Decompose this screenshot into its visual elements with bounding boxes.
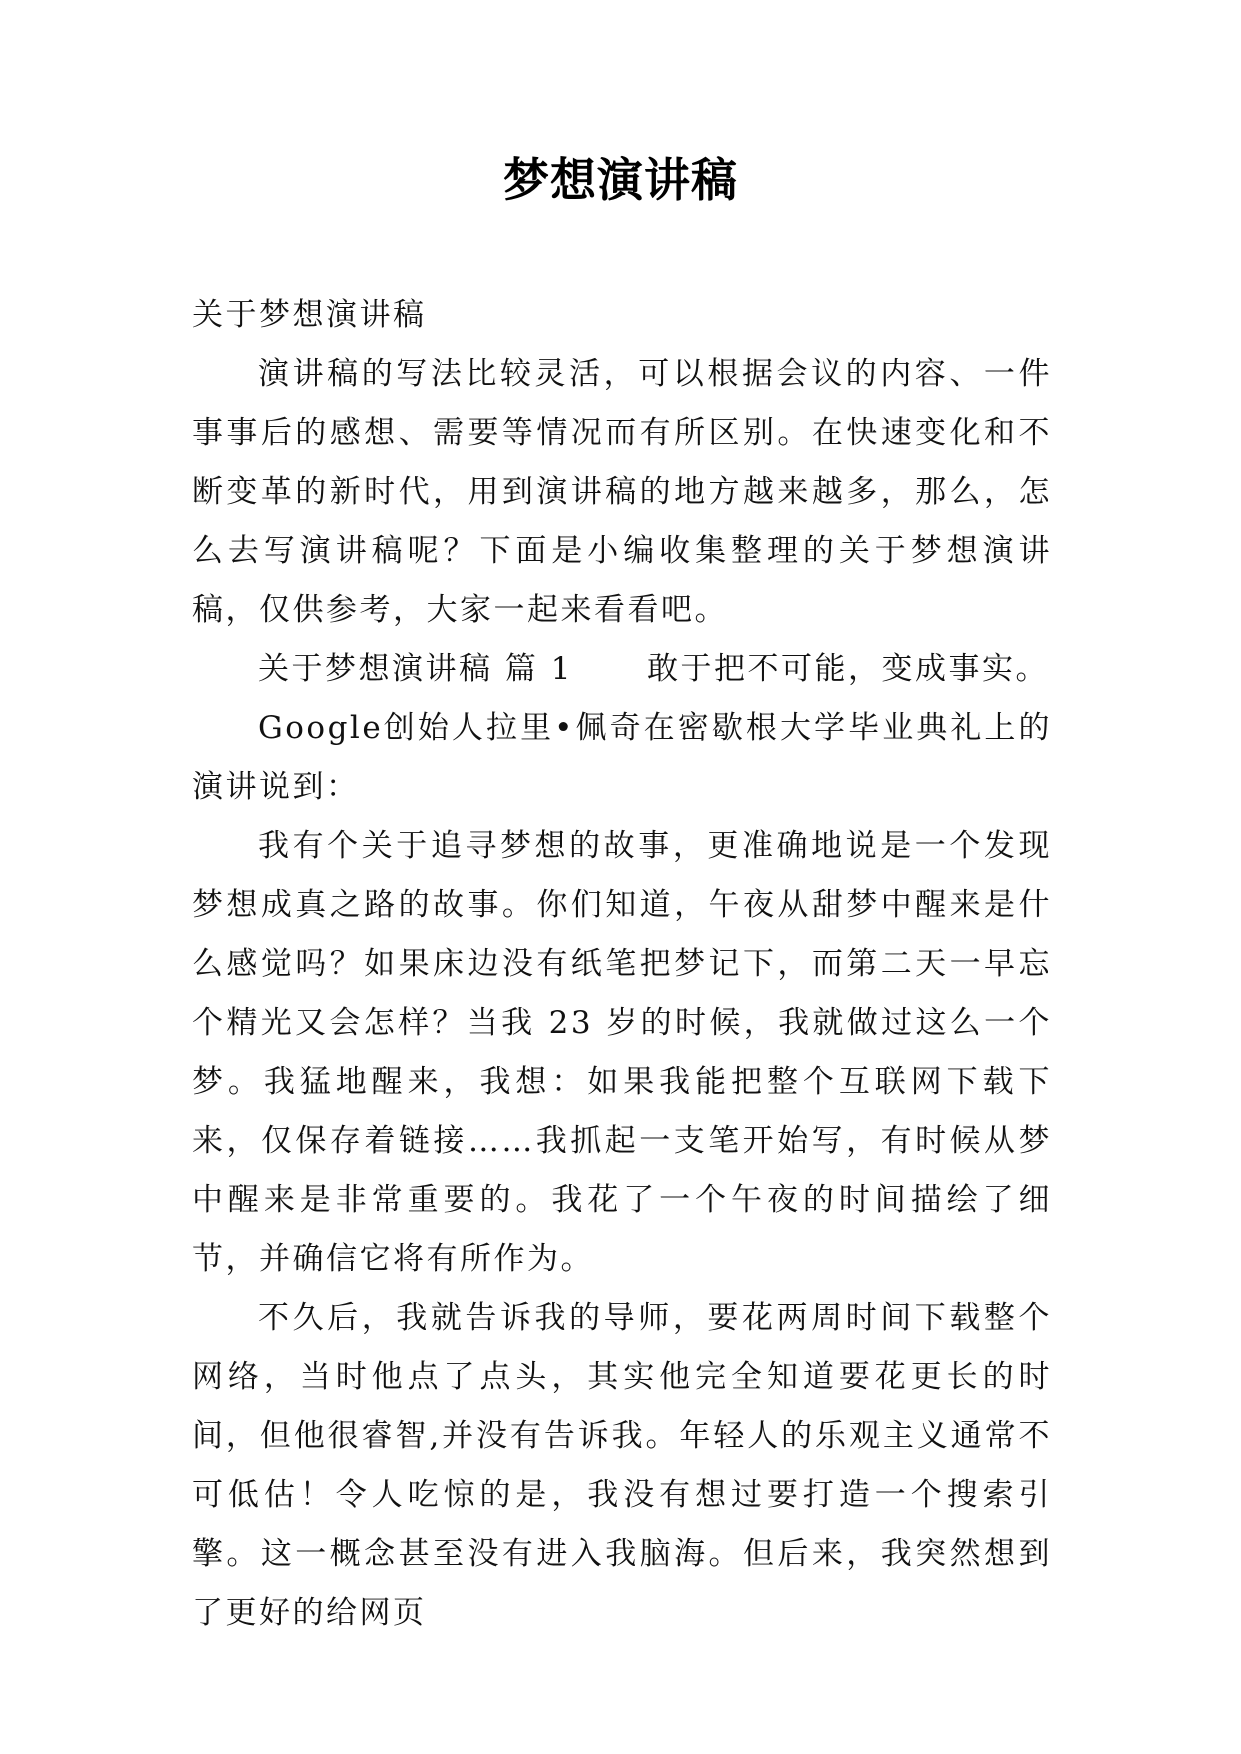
part-heading: 关于梦想演讲稿 篇 1 — [258, 651, 573, 687]
section-heading: 关于梦想演讲稿 — [192, 297, 427, 333]
part-heading-line — [192, 640, 1052, 699]
story-paragraph-2: 不久后，我就告诉我的导师，要花两周时间下载整个网络，当时他点了点头，其实他完全知道要花更长的时间，但他很睿智,并没有告诉我。年轻人的乐观主义通常不可低估！令人吃惊的是，我没有想过要打造一个搜索引擎。这一概念甚至没有进入我脑海。但后来，我突然想到了更好的给网页 — [192, 1300, 1052, 1631]
document-title: 梦想演讲稿 — [503, 153, 738, 207]
intro-paragraph: 演讲稿的写法比较灵活，可以根据会议的内容、一件事事后的感想、需要等情况而有所区别。在快速变化和不断变革的新时代，用到演讲稿的地方越来越多，那么，怎么去写演讲稿呢？下面是小编收集整理的关于梦想演讲稿，仅供参考，大家一起来看看吧。 — [192, 356, 1052, 628]
document-body — [192, 286, 1052, 1643]
quote-intro-paragraph: Google创始人拉里•佩奇在密歇根大学毕业典礼上的演讲说到： — [192, 710, 1052, 805]
story-paragraph-1: 我有个关于追寻梦想的故事，更准确地说是一个发现梦想成真之路的故事。你们知道，午夜从甜梦中醒来是什么感觉吗？如果床边没有纸笔把梦记下，而第二天一早忘个精光又会怎样？当我 23 岁的时候，我就做过这么一个梦。我猛地醒来，我想：如果我能把整个互联网下载下来，仅保存着链接……我抓起一支笔开始写，有时候从梦中醒来是非常重要的。我花了一个午夜的时间描绘了细节，并确信它将有所作为。 — [192, 828, 1052, 1277]
part-tagline: 敢于把不可能，变成事实。 — [647, 651, 1050, 687]
